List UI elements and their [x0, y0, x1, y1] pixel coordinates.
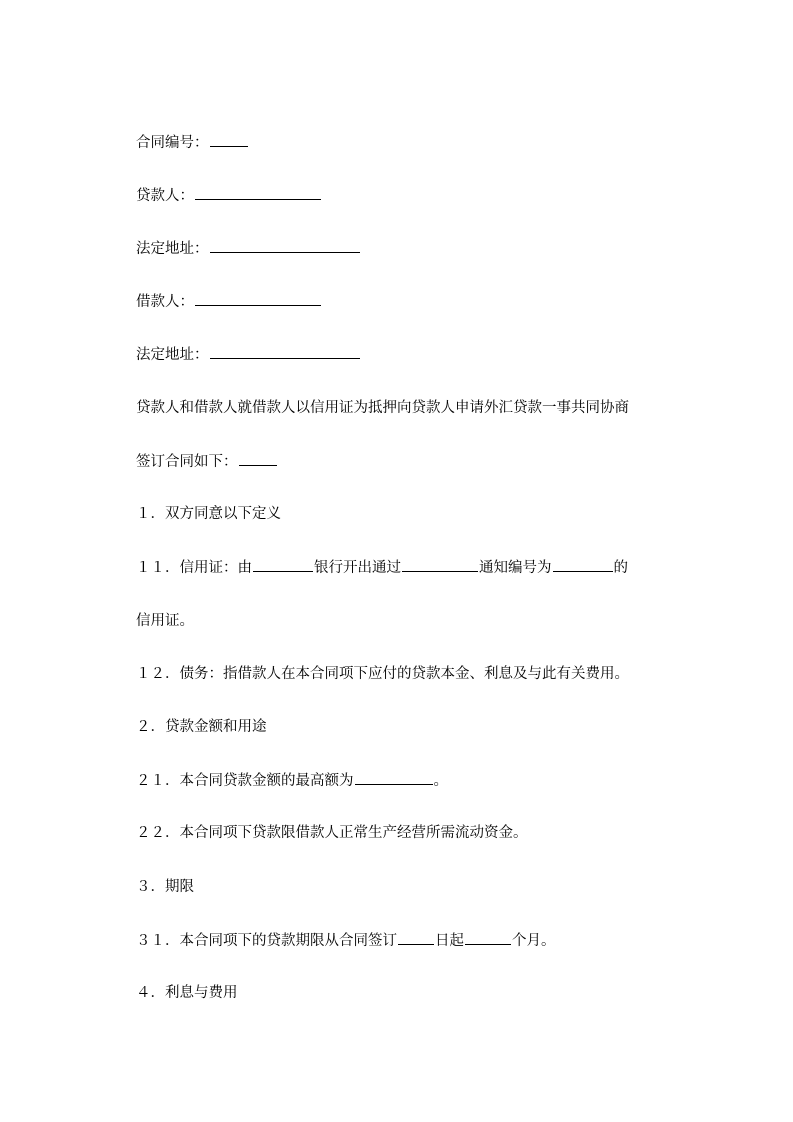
clause-2-2-text: ２２．本合同项下贷款限借款人正常生产经营所需流动资金。: [136, 825, 528, 841]
preamble-line-1: [136, 398, 693, 418]
preamble-line-2: [136, 451, 693, 471]
section-4-title-text: ４．利息与费用: [136, 985, 238, 1001]
clause-1-1-continued: [136, 611, 693, 631]
clause-1-1-number-blank: [553, 557, 613, 572]
borrower-label: 借款人：: [136, 294, 194, 310]
clause-1-2-line: [136, 664, 693, 684]
section-3-title: [136, 877, 693, 897]
clause-1-1-part-b: 银行开出通过: [314, 560, 401, 576]
clause-1-1-bank-blank: [253, 557, 313, 572]
clause-2-1-line: [136, 770, 693, 790]
borrower-address-line: [136, 344, 693, 364]
clause-1-1-part-d: 的: [613, 560, 628, 576]
preamble-text-2: 签订合同如下：: [136, 454, 238, 470]
lender-blank: [195, 185, 321, 200]
borrower-address-label: 法定地址：: [136, 347, 209, 363]
clause-1-2-text: １２．债务：指借款人在本合同项下应付的贷款本金、利息及与此有关费用。: [136, 666, 629, 682]
borrower-line: [136, 291, 693, 311]
contract-number-label: 合同编号：: [136, 135, 209, 151]
section-1-title-text: １．双方同意以下定义: [136, 506, 281, 522]
clause-3-1-part-a: ３１．本合同项下的贷款期限从合同签订: [136, 933, 397, 949]
clause-3-1-part-b: 日起: [435, 933, 464, 949]
preamble-blank: [239, 451, 277, 466]
clause-1-1-continued-text: 信用证。: [136, 613, 194, 629]
clause-3-1-date-blank: [398, 930, 434, 945]
clause-1-1-line: [136, 557, 693, 577]
lender-label: 贷款人：: [136, 188, 194, 204]
clause-1-1-part-c: 通知编号为: [479, 560, 552, 576]
borrower-blank: [195, 291, 321, 306]
lender-address-line: [136, 238, 693, 258]
clause-3-1-months-blank: [465, 930, 511, 945]
lender-address-label: 法定地址：: [136, 241, 209, 257]
lender-address-blank: [210, 238, 360, 253]
preamble-text-1: 贷款人和借款人就借款人以信用证为抵押向贷款人申请外汇贷款一事共同协商: [136, 400, 629, 416]
lender-line: [136, 185, 693, 205]
contract-number-line: [136, 132, 693, 152]
clause-2-2-line: [136, 823, 693, 843]
section-2-title: [136, 717, 693, 737]
clause-2-1-amount-blank: [355, 770, 433, 785]
contract-number-blank: [210, 132, 248, 147]
section-1-title: [136, 504, 693, 524]
clause-1-1-part-a: １１．信用证：由: [136, 560, 252, 576]
section-4-title: [136, 983, 693, 1003]
section-2-title-text: ２．贷款金额和用途: [136, 719, 267, 735]
clause-3-1-part-c: 个月。: [512, 933, 556, 949]
clause-2-1-part-a: ２１．本合同贷款金额的最高额为: [136, 773, 354, 789]
section-3-title-text: ３．期限: [136, 879, 194, 895]
clause-3-1-line: [136, 930, 693, 950]
clause-1-1-notify-blank: [402, 557, 478, 572]
borrower-address-blank: [210, 344, 360, 359]
clause-2-1-part-b: 。: [433, 773, 448, 789]
